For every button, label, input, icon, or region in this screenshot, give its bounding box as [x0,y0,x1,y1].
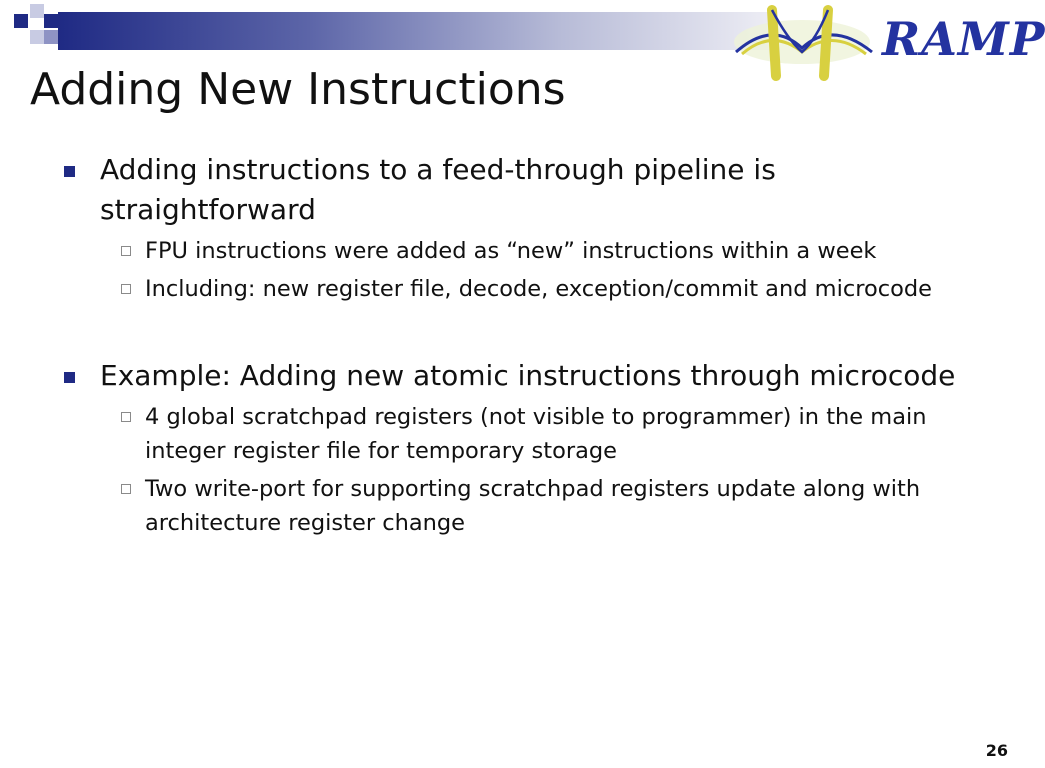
slide-content [60,150,980,540]
header-gradient-bar [58,12,774,50]
bridge-logo-icon [732,0,882,80]
sub-bullet-item [60,234,980,268]
bullet-item [60,150,980,230]
bullet-text: Example: Adding new atomic instructions through microcode [100,359,956,392]
decorative-square [44,14,58,28]
sub-bullet-text: Including: new register file, decode, exception/commit and microcode [145,276,932,302]
bullet-text: Adding instructions to a feed-through pipeline is straightforward [100,153,776,226]
sub-bullet-text: 4 global scratchpad registers (not visible to programmer) in the main integer register file for temporary storage [145,404,927,464]
square-bullet-icon [64,166,75,177]
logo-text: RAMP [882,12,1045,66]
sub-bullet-item [60,472,980,540]
slide-title: Adding New Instructions [30,64,566,115]
page-number: 26 [985,741,1008,760]
bullet-item [60,356,980,396]
ramp-logo [732,0,1045,80]
decorative-square [14,14,28,28]
hollow-square-bullet-icon [121,284,131,294]
decorative-square [30,30,44,44]
decorative-square [44,30,58,44]
sub-bullet-text: FPU instructions were added as “new” instructions within a week [145,238,877,264]
decorative-square [30,4,44,18]
hollow-square-bullet-icon [121,246,131,256]
sub-bullet-text: Two write-port for supporting scratchpad registers update along with architecture register change [145,476,921,536]
square-bullet-icon [64,372,75,383]
sub-bullet-item [60,272,980,306]
sub-bullet-item [60,400,980,468]
hollow-square-bullet-icon [121,412,131,422]
hollow-square-bullet-icon [121,484,131,494]
